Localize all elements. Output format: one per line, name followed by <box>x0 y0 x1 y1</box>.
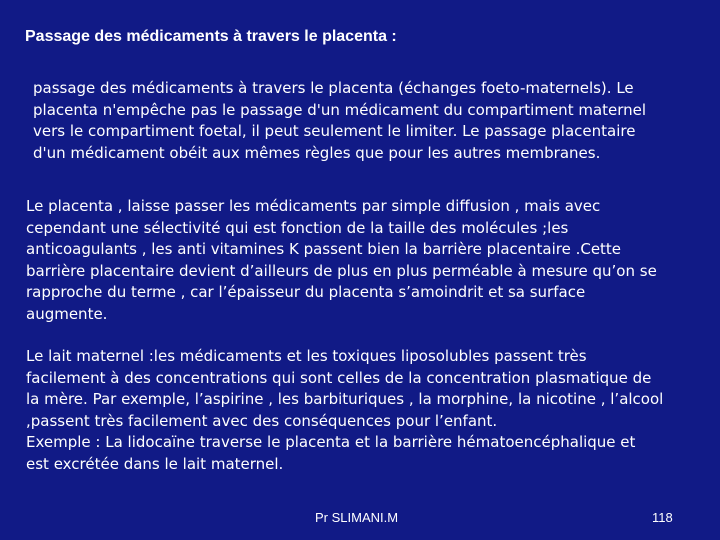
text-line: la mère. Par exemple, l’aspirine , les barbituriques , la morphine, la nicotine , l’alcool <box>26 390 664 408</box>
text-line: facilement à des concentrations qui sont celles de la concentration plasmatique de <box>26 368 652 387</box>
text-line: vers le compartiment foetal, il peut seulement le limiter. Le passage placentaire <box>33 122 636 140</box>
text-line: augmente. <box>26 304 108 323</box>
text-line: est excrétée dans le lait maternel. <box>26 454 284 473</box>
page-number: 118 <box>652 510 673 525</box>
text-line: cependant une sélectivité qui est fonction de la taille des molécules ;les <box>26 218 569 237</box>
paragraph-placenta-passage <box>33 78 646 164</box>
text-line: barrière placentaire devient d’ailleurs de plus en plus perméable à mesure qu’on se <box>26 261 657 280</box>
text-line: Le lait maternel :les médicaments et les toxiques liposolubles passent très <box>26 347 587 365</box>
text-line: d'un médicament obéit aux mêmes règles que pour les autres membranes. <box>33 143 601 162</box>
paragraph-breast-milk <box>26 346 663 475</box>
text-line: anticoagulants , les anti vitamines K passent bien la barrière placentaire .Cette <box>26 240 622 258</box>
text-line: placenta n'empêche pas le passage d'un médicament du compartiment maternel <box>33 100 647 119</box>
text-line: Exemple : La lidocaïne traverse le placenta et la barrière hématoencéphalique et <box>26 433 636 451</box>
text-line: ,passent très facilement avec des conséquences pour l’enfant. <box>26 411 498 430</box>
text-line: passage des médicaments à travers le placenta (échanges foeto-maternels). Le <box>33 79 634 97</box>
text-line: rapproche du terme , car l’épaisseur du placenta s’amoindrit et sa surface <box>26 283 586 301</box>
footer-author: Pr SLIMANI.M <box>315 510 399 525</box>
text-line: Le placenta , laisse passer les médicaments par simple diffusion , mais avec <box>26 197 601 215</box>
slide-title: Passage des médicaments à travers le placenta : <box>25 28 397 45</box>
paragraph-placenta-diffusion <box>26 196 657 325</box>
